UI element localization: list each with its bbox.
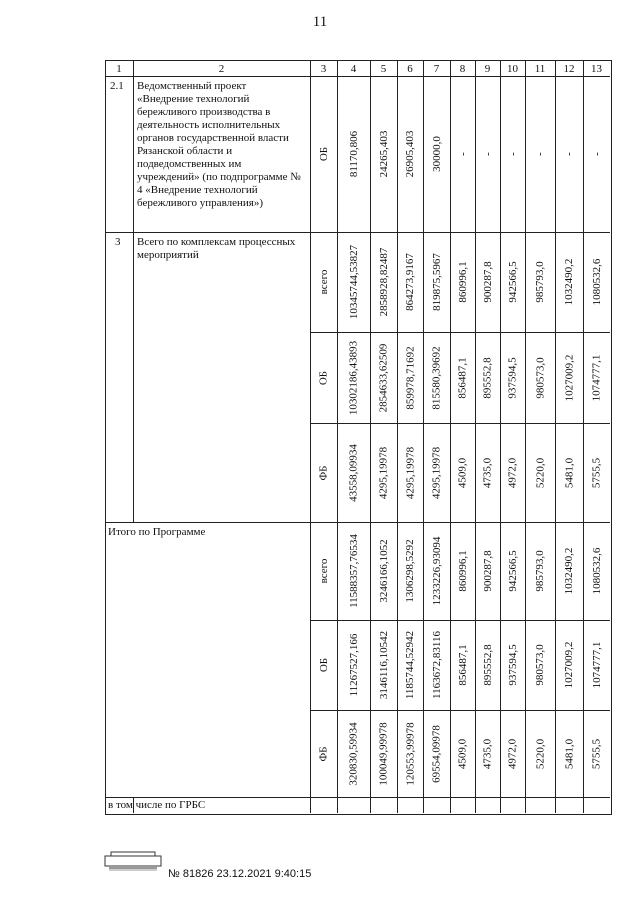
table-cell: -: [456, 152, 469, 156]
row-number: 2.1: [110, 80, 124, 92]
table-cell: 30000,0: [430, 136, 443, 172]
column-header: 1: [116, 63, 122, 75]
table-cell: 980573,0: [534, 644, 546, 686]
table-cell: 4735,0: [481, 457, 494, 488]
table-cell: 1306298,5292: [404, 539, 416, 603]
column-header: 8: [459, 63, 466, 75]
table-cell: 4295,19978: [377, 446, 390, 499]
table-cell: 4972,0: [506, 738, 519, 769]
col-divider: [397, 60, 398, 813]
page-number: 11: [312, 14, 328, 30]
table-cell: 1074777,1: [590, 641, 603, 689]
table-cell: 815580,39692: [430, 345, 443, 410]
table-cell: 4735,0: [481, 738, 494, 769]
table-cell: 937594,5: [506, 356, 519, 399]
row-divider: [105, 522, 610, 523]
col-divider: [525, 60, 526, 813]
table-cell: 120553,99978: [404, 721, 416, 786]
table-cell: 10345744,53827: [347, 244, 360, 320]
col-divider: [370, 60, 371, 813]
table-cell: 1074777,1: [590, 354, 603, 401]
column-header: 2: [218, 63, 225, 75]
col-divider: [500, 60, 501, 813]
row-number: 3: [115, 236, 121, 248]
table-cell: 69554,09978: [430, 724, 443, 783]
table-cell: 5755,5: [590, 738, 603, 769]
table-cell: 5220,0: [534, 738, 546, 769]
table-cell: -: [590, 152, 603, 156]
table-cell: -: [506, 152, 519, 156]
column-header: 6: [407, 63, 413, 75]
table-cell: 942566,5: [506, 261, 519, 303]
table-cell: -: [534, 152, 546, 156]
total-label: Итого по Программе: [108, 526, 206, 538]
table-cell: 11267527,166: [347, 633, 360, 697]
table-cell: 2854633,62509: [377, 343, 390, 412]
table-cell: 900287,8: [481, 550, 494, 592]
table-cell: 4509,0: [456, 457, 469, 488]
table-cell: 5220,0: [534, 457, 546, 488]
column-header: 7: [433, 63, 440, 75]
table-cell: 1233226,93094: [430, 536, 443, 606]
column-header: 10: [507, 63, 518, 75]
table-cell: 864273,9167: [404, 253, 416, 311]
table-cell: -: [563, 152, 575, 156]
funding-source: всего: [317, 558, 330, 584]
col-divider: [310, 60, 311, 813]
subrow-divider: [310, 423, 610, 424]
table-cell: 895552,8: [481, 356, 494, 399]
column-header: 12: [563, 63, 575, 75]
table-cell: 26905,403: [404, 130, 416, 178]
table-cell: 24265,403: [377, 130, 390, 178]
table-cell: 5481,0: [563, 457, 575, 488]
funding-source: ОБ: [317, 657, 330, 673]
row-description: Всего по комплексам процессных мероприятий: [137, 236, 296, 261]
table-cell: 980573,0: [534, 356, 546, 399]
funding-source: ОБ: [317, 146, 330, 162]
table-cell: 856487,1: [456, 356, 469, 399]
table-cell: 1185744,52942: [404, 630, 416, 700]
table-cell: 3146116,10542: [377, 630, 390, 700]
table-cell: 5755,5: [590, 457, 603, 488]
col-divider: [133, 60, 134, 522]
column-header: 13: [591, 63, 602, 75]
table-cell: 942566,5: [506, 550, 519, 592]
table-cell: 985793,0: [534, 550, 546, 592]
table-cell: 819875,5967: [430, 253, 443, 311]
table-cell: 856487,1: [456, 644, 469, 686]
subrow-divider: [310, 620, 610, 621]
table-cell: 1080532,6: [590, 547, 603, 595]
table-cell: 4295,19978: [404, 446, 416, 499]
table-cell: 900287,8: [481, 261, 494, 303]
table-cell: -: [481, 152, 494, 156]
table-cell: 1080532,6: [590, 258, 603, 306]
grbs-row-label: в том числе по ГРБС: [108, 799, 206, 811]
row-divider: [105, 797, 610, 798]
col-divider: [475, 60, 476, 813]
table-cell: 43558,09934: [347, 443, 360, 502]
table-cell: 3246166,1052: [377, 539, 390, 603]
table-cell: 100049,99978: [377, 721, 390, 786]
table-cell: 4509,0: [456, 738, 469, 769]
column-header: 11: [534, 63, 546, 75]
column-header: 4: [350, 63, 357, 75]
table-cell: 1027009,2: [563, 641, 575, 689]
table-cell: 860996,1: [456, 550, 469, 592]
funding-source: ОБ: [317, 370, 330, 385]
table-cell: 1163672,83116: [430, 631, 443, 699]
table-cell: 1032490,2: [563, 258, 575, 306]
col-divider: [450, 60, 451, 813]
column-header: 9: [484, 63, 491, 75]
funding-source: ФБ: [317, 465, 330, 481]
table-cell: 860996,1: [456, 261, 469, 303]
seal-stamp-image: [103, 850, 163, 872]
col-divider: [337, 60, 338, 813]
column-header: 3: [320, 63, 327, 75]
table-cell: 985793,0: [534, 261, 546, 303]
table-cell: 4972,0: [506, 457, 519, 488]
table-cell: 1027009,2: [563, 354, 575, 401]
row-divider: [105, 232, 610, 233]
col-divider: [555, 60, 556, 813]
table-cell: 2858928,82487: [377, 247, 390, 317]
funding-source: всего: [317, 269, 330, 295]
subrow-divider: [310, 332, 610, 333]
subrow-divider: [310, 710, 610, 711]
row-description: Ведомственный проект «Внедрение технологий бережливого производства в деятельность исполнительных органов государственной власти Рязанской области и подведомственных им учреждений» (по подпрограмме № 4 «Внедрение технологий бережливого управления»): [137, 80, 301, 209]
column-header: 5: [380, 63, 387, 75]
table-cell: 4295,19978: [430, 446, 443, 499]
document-registration-number: № 81826 23.12.2021 9:40:15: [168, 868, 312, 880]
table-cell: 1032490,2: [563, 547, 575, 595]
table-cell: 320830,59934: [347, 721, 360, 786]
funding-source: ФБ: [317, 746, 330, 762]
table-cell: 5481,0: [563, 738, 575, 769]
table-cell: 895552,8: [481, 644, 494, 686]
col-divider: [583, 60, 584, 813]
table-cell: 859978,71692: [404, 345, 416, 410]
table-cell: 937594,5: [506, 644, 519, 686]
table-cell: 11588357,76534: [347, 534, 360, 608]
col-divider: [423, 60, 424, 813]
table-cell: 81170,806: [347, 130, 360, 178]
table-cell: 10302186,43893: [347, 340, 360, 415]
